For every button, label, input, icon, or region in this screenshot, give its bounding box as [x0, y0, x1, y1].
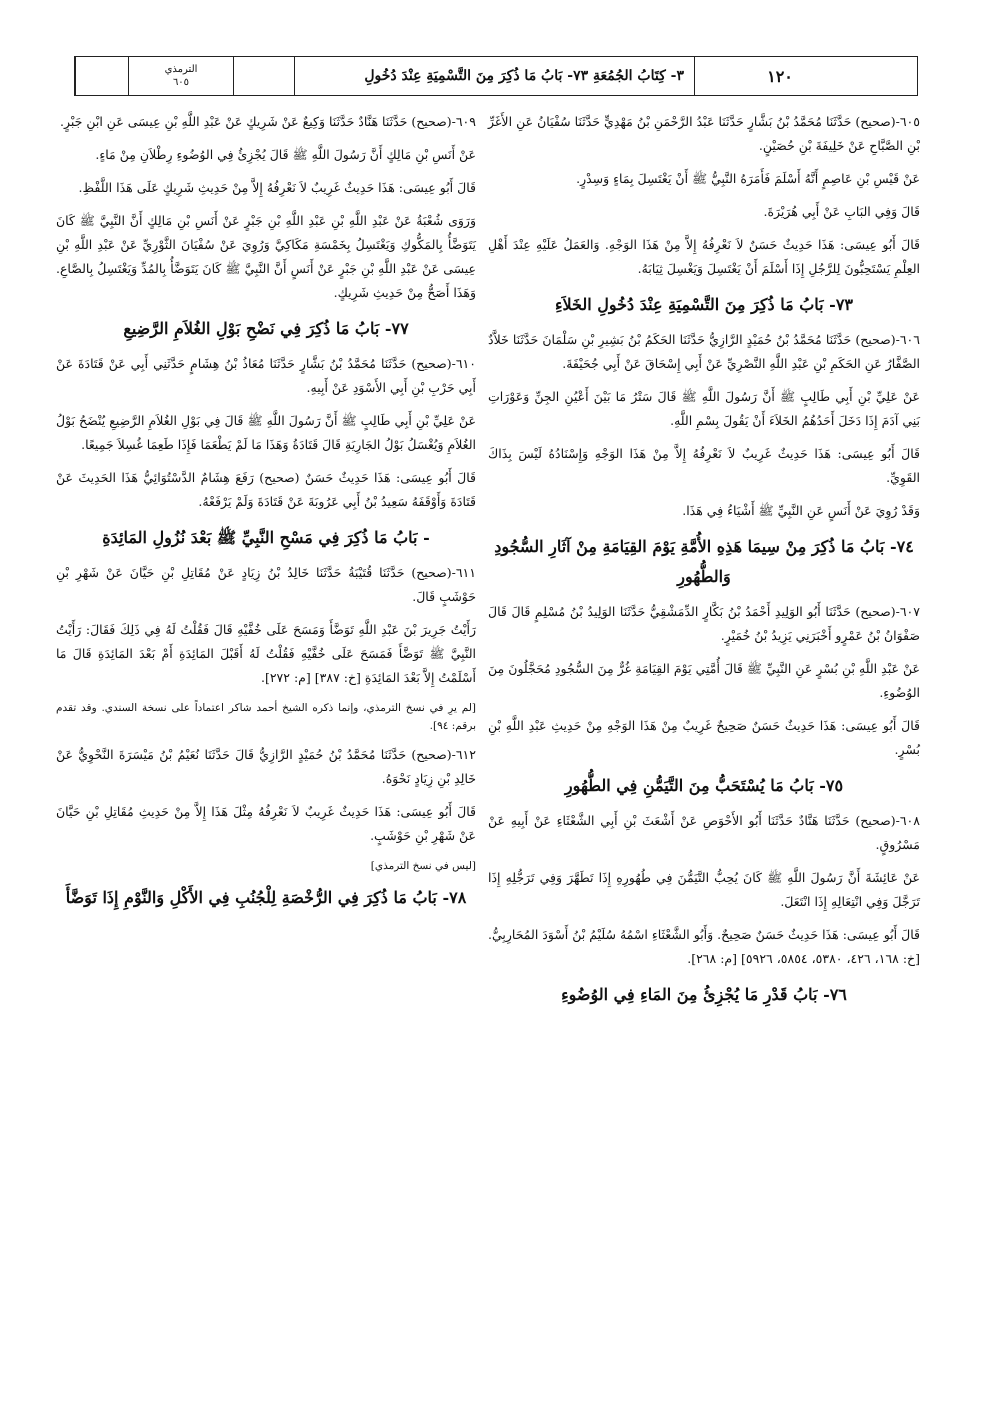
hadith-paragraph: ٦١٢-(صحيح) حَدَّثَنَا مُحَمَّدُ بْنُ حُمَيْدٍ الرَّازِيُّ قَالَ حَدَّثَنَا نُعَيْمُ بْنُ مَيْسَرَةَ النَّحْوِيُّ عَنْ خَالِدِ بْنِ زِيَادٍ نَحْوَهُ. [56, 747, 476, 786]
page-number: ١٢٠ [694, 57, 865, 95]
header-blank-cell [865, 57, 917, 95]
left-column [56, 110, 476, 921]
header-blank-cell [233, 57, 294, 95]
chapter-heading: ٧٥- بَابُ مَا يُسْتَحَبُّ مِنَ التَّيَمُّنِ فِي الطُّهُورِ [564, 776, 844, 795]
hadith-paragraph: قَالَ أَبُو عِيسَى: هَذَا حَدِيثٌ حَسَنٌ لاَ نَعْرِفُهُ إِلاَّ مِنْ هَذَا الوَجْهِ. وَالعَمَلُ عَلَيْهِ عِنْدَ أَهْلِ العِلْمِ يَسْتَحِبُّونَ لِلرَّجُلِ إِذَا أَسْلَمَ أَنْ يَغْتَسِلَ وَيَغْسِلَ ثِيَابَهُ. [488, 237, 920, 276]
hadith-paragraph: قَالَ أَبُو عِيسَى: هَذَا حَدِيثٌ حَسَنٌ (صحيح) رَفَعَ هِشَامٌ الدَّسْتُوَائِيُّ هَذَا الحَدِيثَ عَنْ قَتَادَةَ وَأَوْقَفَهُ سَعِيدُ بْنُ أَبِي عَرُوبَةَ عَنْ قَتَادَةَ وَلَمْ يَرْفَعْهُ. [56, 470, 476, 509]
hadith-paragraph: ٦٠٨-(صحيح) حَدَّثَنَا هَنَّادٌ حَدَّثَنَا أَبُو الأَحْوَصِ عَنْ أَشْعَثَ بْنِ أَبِي الشَّعْثَاءِ عَنْ أَبِيهِ عَنْ مَسْرُوقٍ. [488, 813, 920, 852]
hadith-paragraph: قَالَ أَبُو عِيسَى: هَذَا حَدِيثٌ حَسَنٌ صَحِيحٌ غَرِيبٌ مِنْ هَذَا الوَجْهِ مِنْ حَدِيثِ عَبْدِ اللَّهِ بْنِ بُسْرٍ. [488, 718, 920, 757]
hadith-paragraph: ٦٠٦-(صحيح) حَدَّثَنَا مُحَمَّدُ بْنُ حُمَيْدٍ الرَّازِيُّ حَدَّثَنَا الحَكَمُ بْنُ بَشِيرِ بْنِ سَلْمَانَ حَدَّثَنَا خَلاَّدٌ الصَّفَّارُ عَنِ الحَكَمِ بْنِ عَبْدِ اللَّهِ النَّصْرِيِّ عَنْ أَبِي إِسْحَاقَ عَنْ أَبِي جُحَيْفَةَ. [488, 332, 920, 371]
chapter-heading: ٧٦- بَابُ قَدْرِ مَا يُجْزِئُ مِنَ المَاءِ فِي الوُضُوءِ [561, 985, 847, 1004]
hadith-paragraph: عَنْ عَائِشَةَ أَنَّ رَسُولَ اللَّهِ ﷺ كَانَ يُحِبُّ التَّيَمُّنَ فِي طُهُورِهِ إِذَا تَطَهَّرَ وَفِي تَرَجُّلِهِ إِذَا تَرَجَّلَ وَفِي انْتِعَالِهِ إِذَا انْتَعَلَ. [488, 870, 920, 909]
hadith-paragraph: ٦١١-(صحيح) حَدَّثَنَا قُتَيْبَةُ حَدَّثَنَا خَالِدُ بْنُ زِيَادٍ عَنْ مُقَاتِلِ بْنِ حَيَّانَ عَنْ شَهْرِ بْنِ حَوْشَبٍ قَالَ. [56, 565, 476, 604]
footnote: [لم يرِ في نسخ الترمذي، وإنما ذكره الشيخ أحمد شاكر اعتماداً على نسخة السندي. وقد تقدم برقم: ٩٤]. [56, 702, 476, 732]
hadith-paragraph: قَالَ أَبُو عِيسَى: هَذَا حَدِيثٌ غَرِيبٌ لاَ نَعْرِفُهُ إِلاَّ مِنْ حَدِيثِ شَرِيكٍ عَلَى هَذَا اللَّفْظِ. [78, 180, 476, 195]
hadith-paragraph: عَنْ قَيْسِ بْنِ عَاصِمٍ أَنَّهُ أَسْلَمَ فَأَمَرَهُ النَّبِيُّ ﷺ أَنْ يَغْتَسِلَ بِمَاءٍ وَسِدْرٍ. [576, 171, 920, 186]
hadith-paragraph: ٦١٠-(صحيح) حَدَّثَنَا مُحَمَّدُ بْنُ بَشَّارٍ حَدَّثَنَا مُعَاذُ بْنُ هِشَامٍ حَدَّثَنِي أَبِي عَنْ قَتَادَةَ عَنْ أَبِي حَرْبِ بْنِ أَبِي الأَسْوَدِ عَنْ أَبِيهِ. [56, 356, 476, 395]
hadith-paragraph: قَالَ أَبُو عِيسَى: هَذَا حَدِيثٌ غَرِيبٌ لاَ نَعْرِفُهُ مِثْلَ هَذَا إِلاَّ مِنْ حَدِيثِ مُقَاتِلِ بْنِ حَيَّانَ عَنْ شَهْرِ بْنِ حَوْشَبٍ. [56, 804, 476, 843]
header-reference [128, 57, 233, 95]
hadith-paragraph: وَرَوَى شُعْبَةُ عَنْ عَبْدِ اللَّهِ بْنِ عَبْدِ اللَّهِ بْنِ جَبْرٍ عَنْ أَنَسِ بْنِ مَالِكٍ أَنَّ النَّبِيَّ ﷺ كَانَ يَتَوَضَّأُ بِالمَكُّوكِ وَيَغْتَسِلُ بِخَمْسَةِ مَكَاكِيَّ وَرُوِيَ عَنْ سُفْيَانَ الثَّوْرِيِّ عَنْ عَبْدِ اللَّهِ بْنِ عِيسَى عَنْ عَبْدِ اللَّهِ بْنِ جَبْرٍ عَنْ أَنَسٍ أَنَّ النَّبِيَّ ﷺ كَانَ يَتَوَضَّأُ بِالمُدِّ وَيَغْتَسِلُ بِالصَّاعِ. وَهَذَا أَصَحُّ مِنْ حَدِيثِ شَرِيكٍ. [56, 213, 476, 300]
hadith-paragraph: رَأَيْتُ جَرِيرَ بْنَ عَبْدِ اللَّهِ تَوَضَّأَ وَمَسَحَ عَلَى خُفَّيْهِ قَالَ فَقُلْتُ لَهُ فِي ذَلِكَ فَقَالَ: رَأَيْتُ النَّبِيَّ ﷺ تَوَضَّأَ فَمَسَحَ عَلَى خُفَّيْهِ فَقُلْتُ لَهُ أَقَبْلَ المَائِدَةِ أَمْ بَعْدَ المَائِدَةِ قَالَ مَا أَسْلَمْتُ إِلاَّ بَعْدَ المَائِدَةِ [خ: ٣٨٧] [م: ٢٧٢]. [56, 622, 476, 685]
chapter-heading: ٧٨- بَابُ مَا ذُكِرَ فِي الرُّخْصَةِ لِلْجُنُبِ فِي الأَكْلِ وَالنَّوْمِ إِذَا تَوَضَّأَ [65, 888, 467, 907]
header-title: ٣- كِتَابُ الجُمُعَةِ ٧٣- بَابُ مَا ذُكِرَ مِنَ التَّسْمِيَةِ عِنْدَ دُخُولِ [294, 57, 694, 95]
chapter-heading: - بَابُ مَا ذُكِرَ فِي مَسْحِ النَّبِيِّ ﷺ بَعْدَ نُزُولِ المَائِدَةِ [102, 528, 430, 547]
hadith-paragraph: قَالَ أَبُو عِيسَى: هَذَا حَدِيثٌ حَسَنٌ صَحِيحٌ. وَأَبُو الشَّعْثَاءِ اسْمُهُ سُلَيْمُ بْنُ أَسْوَدَ المُحَارِبِيُّ. [خ: ١٦٨، ٤٢٦، ٥٣٨٠، ٥٨٥٤، ٥٩٢٦] [م: ٢٦٨]. [488, 927, 920, 966]
hadith-paragraph: ٦٠٧-(صحيح) حَدَّثَنَا أَبُو الوَلِيدِ أَحْمَدُ بْنُ بَكَّارٍ الدِّمَشْقِيُّ حَدَّثَنَا الوَلِيدُ بْنُ مُسْلِمٍ قَالَ قَالَ صَفْوَانُ بْنُ عَمْرٍو أَخْبَرَنِي يَزِيدُ بْنُ خُمَيْرٍ. [488, 604, 920, 643]
hadith-paragraph: قَالَ أَبُو عِيسَى: هَذَا حَدِيثٌ غَرِيبٌ لاَ نَعْرِفُهُ إِلاَّ مِنْ هَذَا الوَجْهِ وَإِسْنَادُهُ لَيْسَ بِذَاكَ القَوِيِّ. [488, 446, 920, 485]
page-header [74, 56, 918, 96]
hadith-paragraph: ٦٠٩-(صحيح) حَدَّثَنَا هَنَّادٌ حَدَّثَنَا وَكِيعٌ عَنْ شَرِيكٍ عَنْ عَبْدِ اللَّهِ بْنِ عِيسَى عَنِ ابْنِ جَبْرٍ. [60, 114, 476, 129]
chapter-heading: ٧٣- بَابُ مَا ذُكِرَ مِنَ التَّسْمِيَةِ عِنْدَ دُخُولِ الخَلاَءِ [554, 295, 854, 314]
hadith-paragraph: ٦٠٥-(صحيح) حَدَّثَنَا مُحَمَّدُ بْنُ بَشَّارٍ حَدَّثَنَا عَبْدُ الرَّحْمَنِ بْنُ مَهْدِيٍّ حَدَّثَنَا سُفْيَانُ عَنِ الأَغَرِّ بْنِ الصَّبَّاحِ عَنْ خَلِيفَةَ بْنِ حُصَيْنٍ. [488, 114, 920, 153]
chapter-heading: ٧٤- بَابُ مَا ذُكِرَ مِنْ سِيمَا هَذِهِ الأُمَّةِ يَوْمَ القِيَامَةِ مِنْ آثَارِ السُّجُودِ وَالطُّهُورِ [494, 537, 914, 586]
right-column [488, 110, 920, 1018]
hadith-paragraph: عَنْ أَنَسِ بْنِ مَالِكٍ أَنَّ رَسُولَ اللَّهِ ﷺ قَالَ يُجْزِئُ فِي الوُضُوءِ رِطْلاَنِ مِنْ مَاءٍ. [95, 147, 476, 162]
header-ref-bottom: ٦٠٥ [172, 77, 190, 88]
hadith-paragraph: عَنْ عَلِيِّ بْنِ أَبِي طَالِبٍ ﷺ أَنَّ رَسُولَ اللَّهِ ﷺ قَالَ فِي بَوْلِ الغُلاَمِ الرَّضِيعِ يُنْضَحُ بَوْلُ الغُلاَمِ وَيُغْسَلُ بَوْلُ الجَارِيَةِ قَالَ قَتَادَةُ وَهَذَا مَا لَمْ يَطْعَمَا فَإِذَا طَعِمَا غُسِلاَ جَمِيعًا. [56, 413, 476, 452]
hadith-paragraph: وَقَدْ رُوِيَ عَنْ أَنَسٍ عَنِ النَّبِيِّ ﷺ أَشْيَاءُ فِي هَذَا. [682, 503, 920, 518]
footnote: [ليس في نسخ الترمذي] [370, 860, 476, 872]
hadith-paragraph: عَنْ عَبْدِ اللَّهِ بْنِ بُسْرٍ عَنِ النَّبِيِّ ﷺ قَالَ أُمَّتِي يَوْمَ القِيَامَةِ غُرٌّ مِنَ السُّجُودِ مُحَجَّلُونَ مِنَ الوُضُوءِ. [488, 661, 920, 700]
header-blank-cell [75, 57, 128, 95]
hadith-paragraph: عَنْ عَلِيِّ بْنِ أَبِي طَالِبٍ ﷺ أَنَّ رَسُولَ اللَّهِ ﷺ قَالَ سَتْرُ مَا بَيْنَ أَعْيُنِ الجِنِّ وَعَوْرَاتِ بَنِي آدَمَ إِذَا دَخَلَ أَحَدُهُمُ الخَلاَءَ أَنْ يَقُولَ بِسْمِ اللَّهِ. [488, 389, 920, 428]
hadith-paragraph: قَالَ وَفِي البَابِ عَنْ أَبِي هُرَيْرَةَ. [763, 204, 920, 219]
header-ref-top: الترمذي [164, 64, 198, 75]
chapter-heading: ٧٧- بَابُ مَا ذُكِرَ فِي نَضْحِ بَوْلِ الغُلاَمِ الرَّضِيعِ [123, 319, 409, 338]
